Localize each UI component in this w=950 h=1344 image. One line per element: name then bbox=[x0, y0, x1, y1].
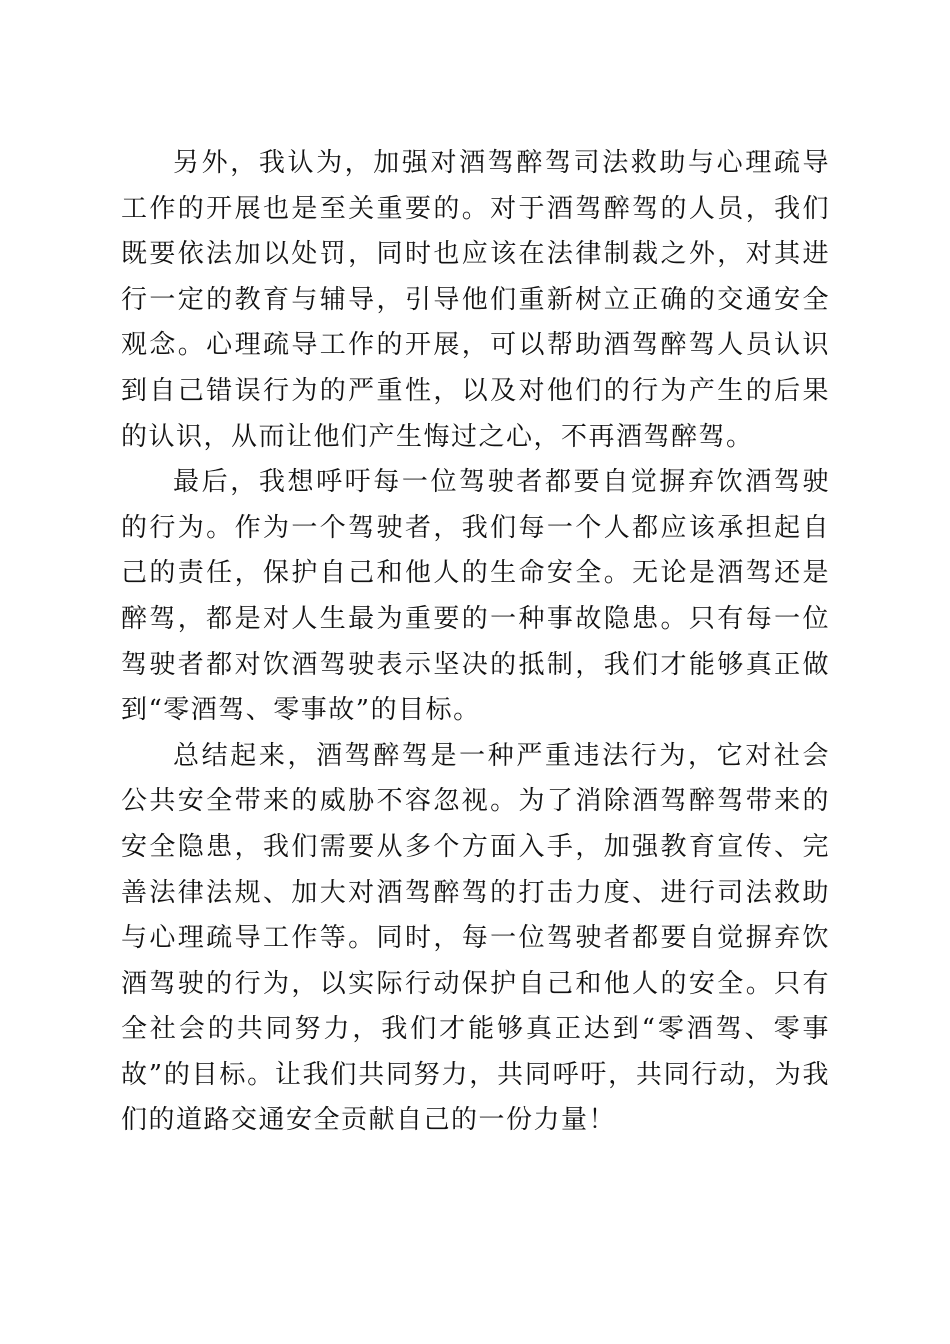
document-body bbox=[121, 141, 830, 1144]
paragraph-judicial-aid: 另外，我认为，加强对酒驾醉驾司法救助与心理疏导工作的开展也是至关重要的。对于酒驾醉驾的人员，我们既要依法加以处罚，同时也应该在法律制裁之外，对其进行一定的教育与辅导，引导他们重新树立正确的交通安全观念。心理疏导工作的开展，可以帮助酒驾醉驾人员认识到自己错误行为的严重性，以及对他们的行为产生的后果的认识，从而让他们产生悔过之心，不再酒驾醉驾。 bbox=[121, 148, 830, 452]
paragraph-conclusion: 总结起来，酒驾醉驾是一种严重违法行为，它对社会公共安全带来的威胁不容忽视。为了消除酒驾醉驾带来的安全隐患，我们需要从多个方面入手，加强教育宣传、完善法律法规、加大对酒驾醉驾的打击力度、进行司法救助与心理疏导工作等。同时，每一位驾驶者都要自觉摒弃饮酒驾驶的行为，以实际行动保护自己和他人的安全。只有全社会的共同努力，我们才能够真正达到“零酒驾、零事故”的目标。让我们共同努力，共同呼吁，共同行动，为我们的道路交通安全贡献自己的一份力量！ bbox=[121, 740, 830, 1136]
paragraph-driver-appeal: 最后，我想呼吁每一位驾驶者都要自觉摒弃饮酒驾驶的行为。作为一个驾驶者，我们每一个人都应该承担起自己的责任，保护自己和他人的生命安全。无论是酒驾还是醉驾，都是对人生最为重要的一种事故隐患。只有每一位驾驶者都对饮酒驾驶表示坚决的抵制，我们才能够真正做到“零酒驾、零事故”的目标。 bbox=[121, 467, 830, 726]
